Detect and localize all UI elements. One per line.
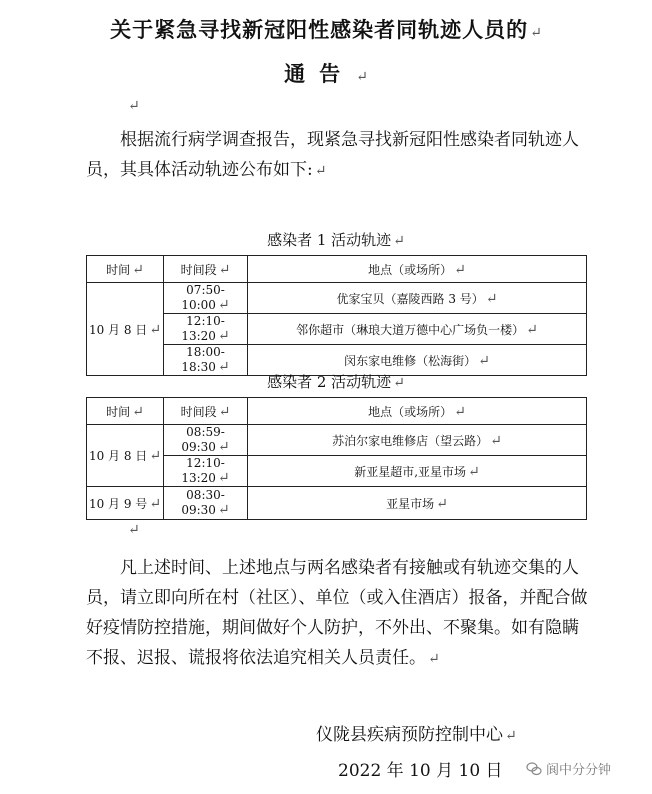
table-row bbox=[87, 487, 587, 520]
date-cell: 10 月 8 日 ↵ bbox=[87, 425, 164, 487]
header-place: 地点（或场所） ↵ bbox=[248, 256, 587, 283]
paragraph-mark: ↵ bbox=[128, 522, 140, 538]
paragraph-mark: ↵ bbox=[128, 98, 140, 114]
header-time: 时间 ↵ bbox=[87, 398, 164, 425]
table-2-caption: 感染者 2 活动轨迹 ↵ bbox=[267, 373, 405, 391]
date-cell: 10 月 9 号 ↵ bbox=[87, 487, 164, 520]
period-cell: 12:10-13:20 ↵ bbox=[164, 314, 248, 345]
header-place: 地点（或场所） ↵ bbox=[248, 398, 587, 425]
table-row bbox=[87, 283, 587, 314]
notice-paragraph: 凡上述时间、上述地点与两名感染者有接触或有轨迹交集的人员，请立即向所在村（社区）、单位（或入住酒店）报备，并配合做好疫情防控措施，期间做好个人防护，不外出、不聚集。如有隐瞒不报、迟报、谎报将依法追究相关人员责任。 ↵ bbox=[86, 558, 588, 668]
header-time: 时间 ↵ bbox=[87, 256, 164, 283]
date-cell: 10 月 8 日 ↵ bbox=[87, 283, 164, 376]
issue-date: 2022 年 10 月 10 日 bbox=[338, 761, 503, 781]
watermark-text: 阆中分分钟 bbox=[546, 763, 612, 778]
intro-paragraph: 根据流行病学调查报告，现紧急寻找新冠阳性感染者同轨迹人员，其具体活动轨迹公布如下: ↵ bbox=[86, 130, 579, 180]
trajectory-table-1 bbox=[86, 255, 587, 376]
period-cell: 08:59-09:30 ↵ bbox=[164, 425, 248, 456]
title-line-2: 通告 ↵ bbox=[284, 61, 368, 86]
title-line-1: 关于紧急寻找新冠阳性感染者同轨迹人员的 ↵ bbox=[110, 17, 542, 42]
place-cell: 闵东家电维修（松海街） ↵ bbox=[248, 345, 587, 376]
watermark bbox=[526, 759, 611, 778]
header-period: 时间段 ↵ bbox=[164, 256, 248, 283]
period-cell: 08:30-09:30 ↵ bbox=[164, 487, 248, 520]
place-cell: 优家宝贝（嘉陵西路 3 号） ↵ bbox=[248, 283, 587, 314]
place-cell: 苏泊尔家电维修店（望云路） ↵ bbox=[248, 425, 587, 456]
table-header-row bbox=[87, 398, 587, 425]
table-1-caption: 感染者 1 活动轨迹 ↵ bbox=[267, 231, 405, 249]
chat-bubble-icon bbox=[526, 761, 542, 777]
trajectory-table-2 bbox=[86, 397, 587, 520]
table-row bbox=[87, 425, 587, 456]
place-cell: 邻你超市（琳琅大道万德中心广场负一楼） ↵ bbox=[248, 314, 587, 345]
period-cell: 07:50-10:00 ↵ bbox=[164, 283, 248, 314]
place-cell: 亚星市场 ↵ bbox=[248, 487, 587, 520]
table-header-row bbox=[87, 256, 587, 283]
period-cell: 18:00-18:30 ↵ bbox=[164, 345, 248, 376]
place-cell: 新亚星超市,亚星市场 ↵ bbox=[248, 456, 587, 487]
issuing-organization: 仪陇县疾病预防控制中心 ↵ bbox=[316, 725, 517, 745]
header-period: 时间段 ↵ bbox=[164, 398, 248, 425]
period-cell: 12:10-13:20 ↵ bbox=[164, 456, 248, 487]
